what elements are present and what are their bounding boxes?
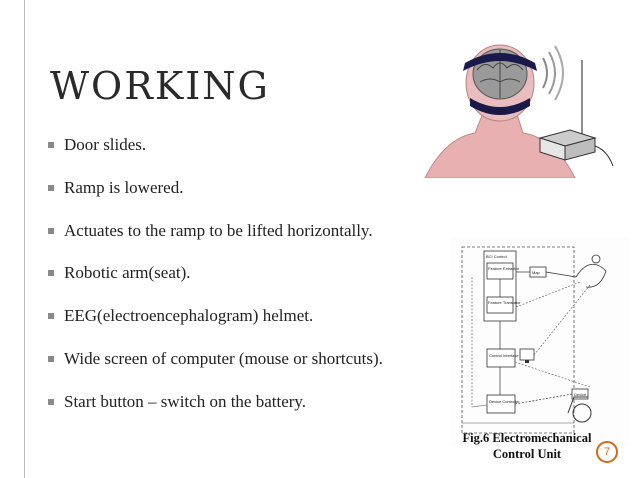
square-bullet-icon bbox=[48, 356, 54, 362]
square-bullet-icon bbox=[48, 270, 54, 276]
slide-title: WORKING bbox=[50, 64, 270, 108]
bullet-text: EEG(electroencephalogram) helmet. bbox=[64, 306, 314, 326]
device-controller-label: Device Controller bbox=[489, 399, 520, 404]
figure-caption-line2: Control Unit bbox=[492, 447, 562, 461]
square-bullet-icon bbox=[48, 228, 54, 234]
bullet-item bbox=[48, 221, 383, 241]
bullet-item bbox=[48, 306, 383, 326]
feature-extractor-label: Feature Extractor bbox=[488, 266, 519, 271]
square-bullet-icon bbox=[48, 399, 54, 405]
figure-caption bbox=[452, 430, 602, 462]
control-unit-diagram bbox=[450, 222, 630, 462]
control-interface-label: Control Interface bbox=[489, 353, 519, 358]
figure-caption-line1: Fig.6 Electromechanical bbox=[462, 431, 592, 445]
page-number-badge: 7 bbox=[596, 441, 618, 463]
bullet-item bbox=[48, 349, 383, 369]
feature-translator-label: Feature Translator bbox=[488, 300, 521, 305]
eeg-headset-illustration bbox=[415, 38, 615, 178]
map-label: Map bbox=[532, 270, 540, 275]
square-bullet-icon bbox=[48, 313, 54, 319]
monitor-icon bbox=[520, 349, 534, 360]
bullet-text: Wide screen of computer (mouse or shortcuts). bbox=[64, 348, 383, 368]
bullet-item bbox=[48, 178, 383, 198]
square-bullet-icon bbox=[48, 185, 54, 191]
bullet-text: Door slides. bbox=[64, 135, 147, 154]
bci-control-label: BCI Control bbox=[486, 254, 507, 259]
bullet-item bbox=[48, 263, 383, 283]
bullet-text: Actuates to the ramp to be lifted horizontally. bbox=[64, 220, 373, 240]
bullet-text: Robotic arm(seat). bbox=[64, 263, 191, 283]
control-interface-box bbox=[487, 349, 515, 367]
bullet-list bbox=[48, 135, 383, 435]
device-controller-box bbox=[487, 395, 515, 413]
device-label: Device bbox=[574, 392, 587, 397]
bullet-item bbox=[48, 135, 383, 155]
slide-left-border bbox=[24, 0, 25, 478]
bullet-text: Ramp is lowered. bbox=[64, 177, 184, 197]
bullet-item bbox=[48, 392, 383, 412]
square-bullet-icon bbox=[48, 142, 54, 148]
bullet-text: Start button – switch on the battery. bbox=[64, 391, 307, 411]
